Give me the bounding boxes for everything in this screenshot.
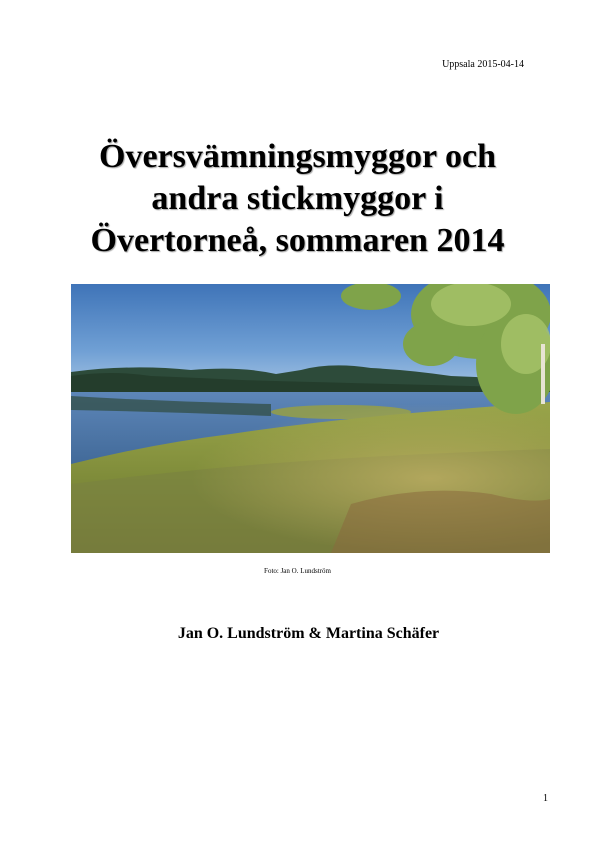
photo-caption: Foto: Jan O. Lundström: [264, 567, 331, 575]
document-title: [40, 136, 555, 262]
authors: Jan O. Lundström & Martina Schäfer: [177, 625, 440, 642]
title-line-2: andra stickmyggor i: [151, 180, 444, 217]
title-line-1: Översvämningsmyggor och: [99, 138, 496, 175]
title-line-3: Övertorneå, sommaren 2014: [90, 222, 505, 259]
document-date: Uppsala 2015-04-14: [442, 59, 524, 70]
cover-photo: [71, 284, 550, 553]
page-number: 1: [543, 793, 548, 804]
